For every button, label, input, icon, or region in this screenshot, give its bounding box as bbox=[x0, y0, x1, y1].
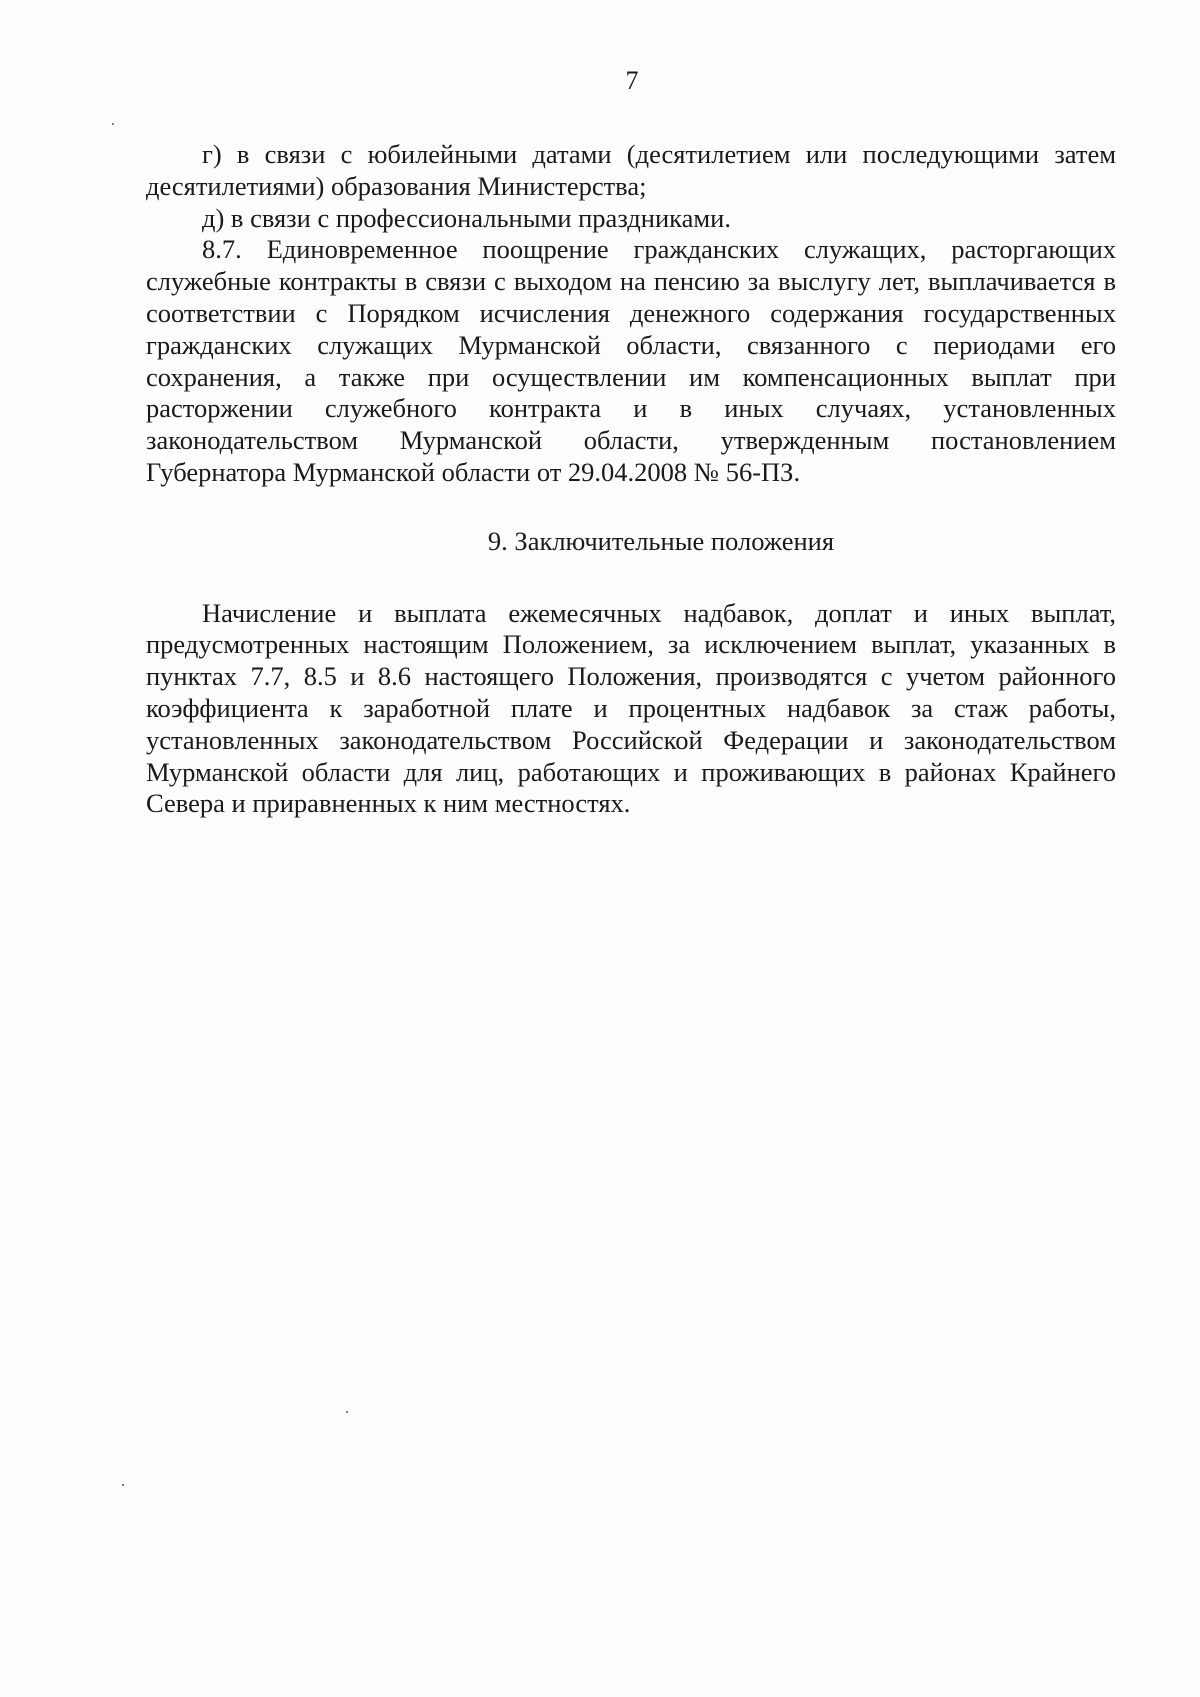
paragraph-item-8-7: 8.7. Единовременное поощрение гражданских служащих, расторгающих служебные контракты в связи с выходом на пенсию за выслугу лет, выплачивается в соответствии с Порядком исчисления денежного содержания государственных гражданских служащих Мурманской области, связанного с периодами его сохранения, а также при осуществлении им компенсационных выплат при расторжении служебного контракта и в иных случаях, установленных законодательством Мурманской области, утвержденным постановлением Губернатора Мурманской области от 29.04.2008 № 56-ПЗ. bbox=[146, 234, 1116, 487]
paragraph-section-9-body: Начисление и выплата ежемесячных надбавок, доплат и иных выплат, предусмотренных настоящим Положением, за исключением выплат, указанных в пунктах 7.7, 8.5 и 8.6 настоящего Положения, производятся с учетом районного коэффициента к заработной плате и процентных надбавок за стаж работы, установленных законодательством Российской Федерации и законодательством Мурманской области для лиц, работающих и проживающих в районах Крайнего Севера и приравненных к ним местностях. bbox=[146, 597, 1116, 819]
paragraph-item-g: г) в связи с юбилейными датами (десятилетием или последующими затем десятилетиями) образования Министерства; bbox=[146, 139, 1116, 201]
scan-speck bbox=[112, 123, 114, 125]
scan-speck bbox=[122, 1484, 124, 1486]
section-heading: 9. Заключительные положения bbox=[487, 525, 835, 556]
scan-speck bbox=[346, 1411, 348, 1413]
page-number: 7 bbox=[625, 66, 639, 95]
paragraph-item-d: д) в связи с профессиональными праздниками. bbox=[202, 202, 731, 233]
document-body bbox=[146, 139, 1116, 820]
